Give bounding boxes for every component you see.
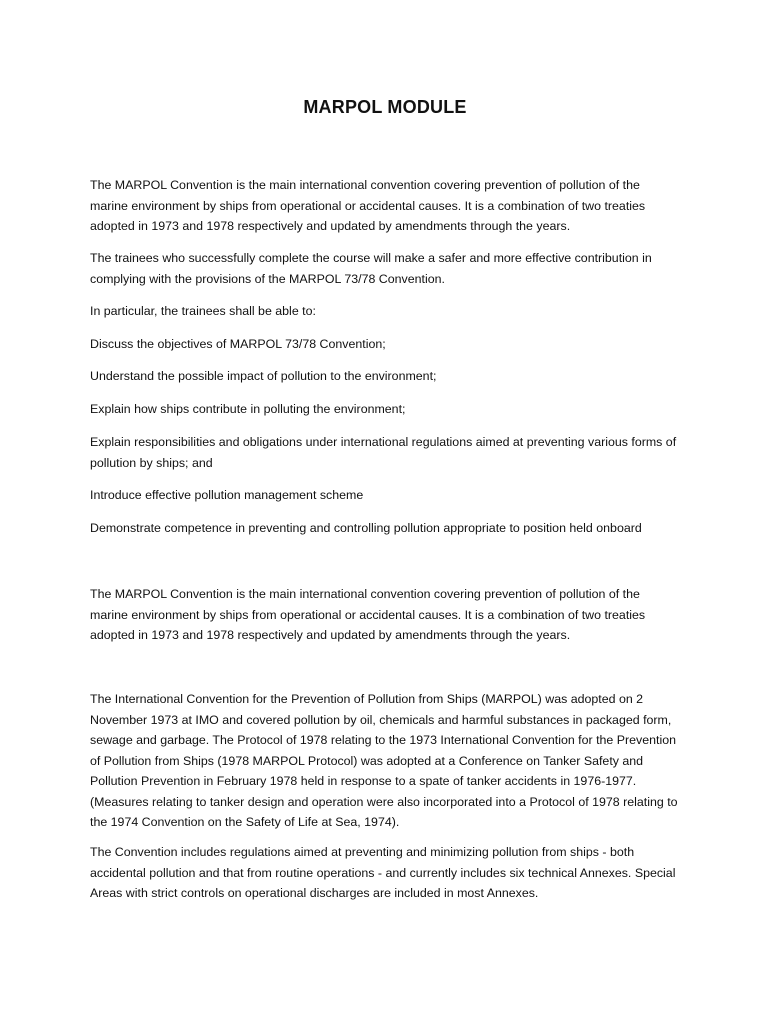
regulations-paragraph: The Convention includes regulations aimed at preventing and minimizing pollution from ships - both accidental pollution and that from routine operations - and currently includes six technical Annexes. Special Areas with strict controls on operational discharges are included in most Annexes. [90,845,676,900]
repeated-intro-paragraph: The MARPOL Convention is the main international convention covering prevention of pollution of the marine environment by ships from operational or accidental causes. It is a combination of two treaties adopted in 1973 and 1978 respectively and updated by amendments through the years. [90,587,646,642]
objective-item: Demonstrate competence in preventing and controlling pollution appropriate to position held onboard [90,521,642,535]
page-title: MARPOL MODULE [303,97,467,117]
intro-paragraph: The MARPOL Convention is the main international convention covering prevention of pollution of the marine environment by ships from operational or accidental causes. It is a combination of two treaties adopted in 1973 and 1978 respectively and updated by amendments through the years. [90,178,646,233]
objective-item: Explain responsibilities and obligations under international regulations aimed at preventing various forms of pollution by ships; and [90,435,677,470]
objective-item: Understand the possible impact of pollution to the environment; [90,369,437,383]
objective-item: Discuss the objectives of MARPOL 73/78 Convention; [90,337,386,351]
objectives-intro: In particular, the trainees shall be able to: [90,304,316,318]
history-paragraph: The International Convention for the Prevention of Pollution from Ships (MARPOL) was adopted on 2 November 1973 at IMO and covered pollution by oil, chemicals and harmful substances in packaged form, sewage and garbage. The Protocol of 1978 relating to the 1973 International Convention for the Prevention of Pollution from Ships (1978 MARPOL Protocol) was adopted at a Conference on Tanker Safety and Pollution Prevention in February 1978 held in response to a spate of tanker accidents in 1976-1977. (Measures relating to tanker design and operation were also incorporated into a Protocol of 1978 relating to the 1974 Convention on the Safety of Life at Sea, 1974). [90,692,678,829]
course-outcome-paragraph: The trainees who successfully complete the course will make a safer and more effective contribution in complying with the provisions of the MARPOL 73/78 Convention. [90,251,652,286]
objective-item: Introduce effective pollution management scheme [90,488,364,502]
objective-item: Explain how ships contribute in polluting the environment; [90,402,406,416]
